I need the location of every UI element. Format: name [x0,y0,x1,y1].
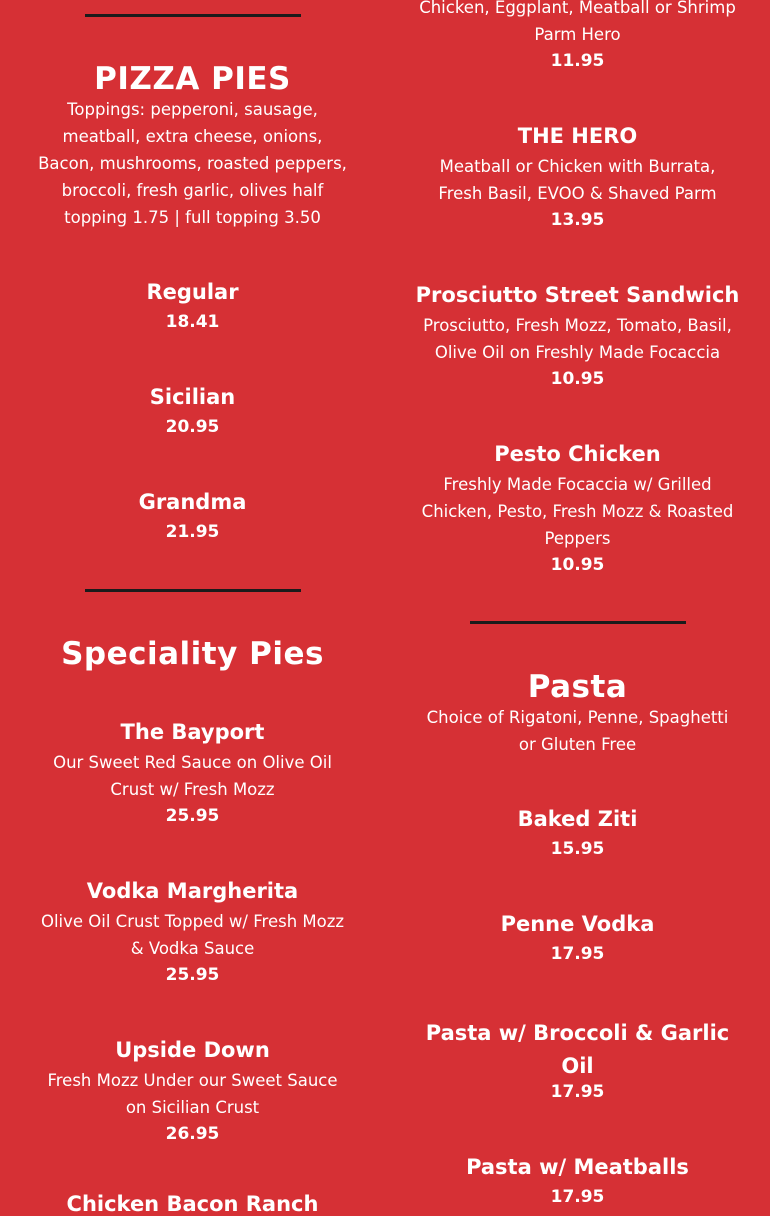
pizza-pies-description: Toppings: pepperoni, sausage, meatball, extra cheese, onions, Bacon, mushrooms, roasted peppers, broccoli, fresh garlic, olives half topping 1.75 | full topping 3.50 [38,100,347,227]
menu-item-description: Meatball or Chicken with Burrata, Fresh Basil, EVOO & Shaved Parm [438,157,717,203]
menu-item-price: 26.95 [165,1124,220,1144]
pasta-title: Pasta [527,669,628,705]
menu-item-description: Chicken, Eggplant, Meatball or Shrimp Parm Hero [419,0,736,44]
menu-item-name: Pasta w/ Broccoli & Garlic Oil [425,1021,730,1078]
menu-item-name: Sicilian [149,385,236,409]
menu-item-description: Freshly Made Focaccia w/ Grilled Chicken, Pesto, Fresh Mozz & Roasted Peppers [421,475,734,548]
menu-item-price: 15.95 [550,839,605,859]
menu-item-description: Prosciutto, Fresh Mozz, Tomato, Basil, Olive Oil on Freshly Made Focaccia [423,316,732,362]
menu-item-name: Regular [146,280,239,304]
menu-item-name: Grandma [138,490,247,514]
menu-item-price: 21.95 [165,522,220,542]
menu-item-price: 25.95 [165,806,220,826]
pasta-description: Choice of Rigatoni, Penne, Spaghetti or Gluten Free [426,708,729,754]
speciality-pies-title: Speciality Pies [61,636,324,672]
menu-item-price: 13.95 [550,210,605,230]
section-divider [85,14,301,17]
menu-item-price: 17.95 [550,1082,605,1102]
menu-item-price: 25.95 [165,965,220,985]
menu-item-name: The Bayport [120,720,265,744]
menu-item-name: Pasta w/ Meatballs [466,1155,689,1179]
menu-item-name: Prosciutto Street Sandwich [415,283,740,307]
menu-item-price: 20.95 [165,417,220,437]
menu-item-price: 17.95 [550,944,605,964]
menu-item-price: 10.95 [550,369,605,389]
menu-item-name: Upside Down [115,1038,270,1062]
menu-item-description: Fresh Mozz Under our Sweet Sauce on Sicilian Crust [47,1071,338,1117]
menu-item-price: 17.95 [550,1187,605,1207]
menu-item-name: Baked Ziti [517,807,638,831]
menu-item-name: Chicken Bacon Ranch [66,1192,319,1216]
section-divider [470,621,686,624]
menu-item-price: 11.95 [550,51,605,71]
section-divider [85,589,301,592]
right-column [385,0,770,1207]
menu-item-name: THE HERO [517,124,638,148]
pizza-pies-title: PIZZA PIES [94,61,291,97]
menu-item-description: Our Sweet Red Sauce on Olive Oil Crust w/ Fresh Mozz [53,753,332,799]
menu-item-price: 10.95 [550,555,605,575]
menu-item-name: Penne Vodka [500,912,655,936]
menu-item-name: Pesto Chicken [494,442,661,466]
menu-item-price: 18.41 [165,312,220,332]
menu-item-name: Vodka Margherita [86,879,299,903]
menu-item-description: Olive Oil Crust Topped w/ Fresh Mozz & Vodka Sauce [40,912,345,958]
